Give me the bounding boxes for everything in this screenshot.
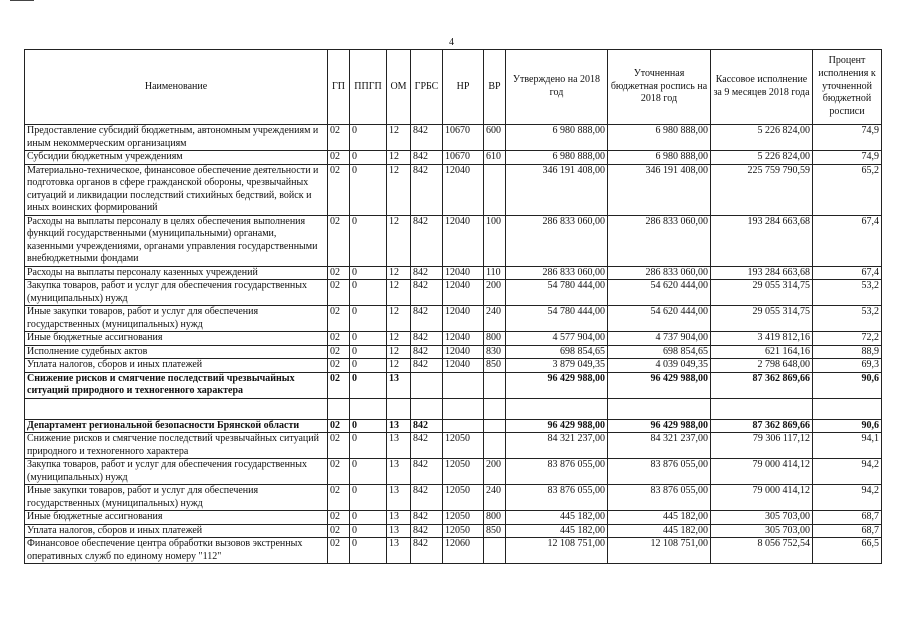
table-row — [25, 538, 882, 564]
row-pgp-cell: 0 — [350, 280, 387, 306]
row-gp-cell: 02 — [328, 511, 350, 525]
row-clarified-cell: 54 620 444,00 — [608, 280, 711, 306]
row-name-cell: Иные бюджетные ассигнования — [25, 511, 328, 525]
row-percent-cell: 68,7 — [813, 524, 882, 538]
table-spacer-row — [25, 398, 882, 419]
row-name-cell: Иные закупки товаров, работ и услуг для обеспечения государственных (муниципальных) нужд — [25, 306, 328, 332]
table-row — [25, 459, 882, 485]
row-percent-cell: 67,4 — [813, 266, 882, 280]
row-approved-cell: 6 980 888,00 — [506, 151, 608, 165]
row-clarified-cell: 286 833 060,00 — [608, 266, 711, 280]
row-cash-cell: 193 284 663,68 — [711, 215, 813, 266]
row-gp-cell: 02 — [328, 215, 350, 266]
row-gp-cell: 02 — [328, 151, 350, 165]
header-vr: ВР — [484, 50, 506, 125]
row-clarified-cell: 4 039 049,35 — [608, 359, 711, 373]
row-pgp-cell: 0 — [350, 372, 387, 398]
header-nr: НР — [443, 50, 484, 125]
header-approved: Утверждено на 2018 год — [506, 50, 608, 125]
table-row — [25, 511, 882, 525]
row-vr-cell: 800 — [484, 332, 506, 346]
row-nr-cell: 12060 — [443, 538, 484, 564]
row-pgp-cell: 0 — [350, 306, 387, 332]
row-approved-cell: 83 876 055,00 — [506, 459, 608, 485]
row-clarified-cell: 346 191 408,00 — [608, 164, 711, 215]
row-gp-cell: 02 — [328, 459, 350, 485]
spacer-cell — [813, 398, 882, 419]
table-row — [25, 215, 882, 266]
row-pgp-cell: 0 — [350, 151, 387, 165]
row-nr-cell: 12040 — [443, 359, 484, 373]
top-rule — [10, 0, 34, 1]
row-approved-cell: 96 429 988,00 — [506, 419, 608, 433]
row-grbs-cell: 842 — [411, 306, 443, 332]
row-percent-cell: 67,4 — [813, 215, 882, 266]
row-vr-cell: 850 — [484, 524, 506, 538]
row-om-cell: 12 — [387, 125, 411, 151]
row-approved-cell: 84 321 237,00 — [506, 433, 608, 459]
row-name-cell: Департамент региональной безопасности Брянской области — [25, 419, 328, 433]
row-grbs-cell: 842 — [411, 359, 443, 373]
row-grbs-cell: 842 — [411, 151, 443, 165]
spacer-cell — [25, 398, 328, 419]
row-nr-cell: 12040 — [443, 215, 484, 266]
row-cash-cell: 5 226 824,00 — [711, 125, 813, 151]
row-gp-cell: 02 — [328, 280, 350, 306]
row-nr-cell: 12050 — [443, 459, 484, 485]
row-name-cell: Материально-техническое, финансовое обеспечение деятельности и подготовка органов в сфере гражданской обороны, чрезвычайных ситуаций и ликвидации последствий стихийных бедствий, войск и иных воинских формирований — [25, 164, 328, 215]
row-approved-cell: 286 833 060,00 — [506, 215, 608, 266]
row-vr-cell — [484, 538, 506, 564]
row-om-cell: 13 — [387, 419, 411, 433]
row-nr-cell: 12040 — [443, 266, 484, 280]
row-name-cell: Расходы на выплаты персоналу казенных учреждений — [25, 266, 328, 280]
row-vr-cell: 110 — [484, 266, 506, 280]
spacer-cell — [350, 398, 387, 419]
row-om-cell: 12 — [387, 151, 411, 165]
row-approved-cell: 4 577 904,00 — [506, 332, 608, 346]
header-cash: Кассовое исполнение за 9 месяцев 2018 года — [711, 50, 813, 125]
row-vr-cell: 830 — [484, 345, 506, 359]
spacer-cell — [608, 398, 711, 419]
row-percent-cell: 90,6 — [813, 419, 882, 433]
row-om-cell: 13 — [387, 459, 411, 485]
header-percent: Процент исполнения к уточненной бюджетной росписи — [813, 50, 882, 125]
row-om-cell: 12 — [387, 266, 411, 280]
row-grbs-cell: 842 — [411, 485, 443, 511]
row-name-cell: Финансовое обеспечение центра обработки вызовов экстренных оперативных служб по единому номеру "112" — [25, 538, 328, 564]
spacer-cell — [443, 398, 484, 419]
spacer-cell — [328, 398, 350, 419]
table-row — [25, 125, 882, 151]
row-gp-cell: 02 — [328, 125, 350, 151]
table-row — [25, 332, 882, 346]
row-pgp-cell: 0 — [350, 215, 387, 266]
row-om-cell: 12 — [387, 164, 411, 215]
row-clarified-cell: 698 854,65 — [608, 345, 711, 359]
row-vr-cell: 240 — [484, 306, 506, 332]
row-nr-cell: 12040 — [443, 164, 484, 215]
row-cash-cell: 79 000 414,12 — [711, 459, 813, 485]
row-vr-cell: 240 — [484, 485, 506, 511]
table-row — [25, 433, 882, 459]
table-row — [25, 280, 882, 306]
table-row — [25, 345, 882, 359]
row-approved-cell: 346 191 408,00 — [506, 164, 608, 215]
row-cash-cell: 87 362 869,66 — [711, 372, 813, 398]
spacer-cell — [711, 398, 813, 419]
row-vr-cell: 610 — [484, 151, 506, 165]
row-om-cell: 12 — [387, 332, 411, 346]
row-pgp-cell: 0 — [350, 433, 387, 459]
row-nr-cell — [443, 419, 484, 433]
header-name: Наименование — [25, 50, 328, 125]
row-nr-cell: 12040 — [443, 306, 484, 332]
row-name-cell: Закупка товаров, работ и услуг для обеспечения государственных (муниципальных) нужд — [25, 459, 328, 485]
page-number: 4 — [449, 37, 454, 48]
row-om-cell: 13 — [387, 433, 411, 459]
row-grbs-cell: 842 — [411, 164, 443, 215]
row-grbs-cell — [411, 372, 443, 398]
row-approved-cell: 54 780 444,00 — [506, 280, 608, 306]
row-gp-cell: 02 — [328, 266, 350, 280]
table-row — [25, 164, 882, 215]
row-vr-cell: 200 — [484, 280, 506, 306]
spacer-cell — [411, 398, 443, 419]
row-cash-cell: 3 419 812,16 — [711, 332, 813, 346]
row-clarified-cell: 96 429 988,00 — [608, 372, 711, 398]
row-approved-cell: 3 879 049,35 — [506, 359, 608, 373]
row-approved-cell: 83 876 055,00 — [506, 485, 608, 511]
row-grbs-cell: 842 — [411, 266, 443, 280]
row-grbs-cell: 842 — [411, 419, 443, 433]
row-pgp-cell: 0 — [350, 511, 387, 525]
row-vr-cell — [484, 372, 506, 398]
row-nr-cell: 12050 — [443, 433, 484, 459]
row-clarified-cell: 83 876 055,00 — [608, 485, 711, 511]
row-cash-cell: 79 000 414,12 — [711, 485, 813, 511]
row-percent-cell: 74,9 — [813, 125, 882, 151]
row-clarified-cell: 445 182,00 — [608, 524, 711, 538]
row-vr-cell — [484, 164, 506, 215]
row-om-cell: 12 — [387, 359, 411, 373]
row-pgp-cell: 0 — [350, 332, 387, 346]
row-vr-cell: 800 — [484, 511, 506, 525]
row-pgp-cell: 0 — [350, 524, 387, 538]
row-percent-cell: 53,2 — [813, 306, 882, 332]
row-pgp-cell: 0 — [350, 359, 387, 373]
row-nr-cell: 12050 — [443, 485, 484, 511]
row-nr-cell: 12040 — [443, 345, 484, 359]
row-percent-cell: 72,2 — [813, 332, 882, 346]
row-om-cell: 13 — [387, 511, 411, 525]
row-gp-cell: 02 — [328, 433, 350, 459]
row-approved-cell: 698 854,65 — [506, 345, 608, 359]
table-row — [25, 151, 882, 165]
row-gp-cell: 02 — [328, 306, 350, 332]
row-gp-cell: 02 — [328, 538, 350, 564]
row-nr-cell: 12040 — [443, 332, 484, 346]
row-clarified-cell: 286 833 060,00 — [608, 215, 711, 266]
row-name-cell: Закупка товаров, работ и услуг для обеспечения государственных (муниципальных) нужд — [25, 280, 328, 306]
row-approved-cell: 445 182,00 — [506, 524, 608, 538]
row-om-cell: 13 — [387, 538, 411, 564]
header-gp: ГП — [328, 50, 350, 125]
row-grbs-cell: 842 — [411, 524, 443, 538]
row-approved-cell: 12 108 751,00 — [506, 538, 608, 564]
row-gp-cell: 02 — [328, 524, 350, 538]
row-gp-cell: 02 — [328, 419, 350, 433]
row-cash-cell: 79 306 117,12 — [711, 433, 813, 459]
row-cash-cell: 2 798 648,00 — [711, 359, 813, 373]
row-name-cell: Снижение рисков и смягчение последствий чрезвычайных ситуаций природного и техногенного характера — [25, 372, 328, 398]
spacer-cell — [484, 398, 506, 419]
row-grbs-cell: 842 — [411, 125, 443, 151]
row-pgp-cell: 0 — [350, 485, 387, 511]
row-approved-cell: 96 429 988,00 — [506, 372, 608, 398]
row-percent-cell: 88,9 — [813, 345, 882, 359]
row-approved-cell: 445 182,00 — [506, 511, 608, 525]
spacer-cell — [387, 398, 411, 419]
row-nr-cell: 10670 — [443, 125, 484, 151]
table-row — [25, 266, 882, 280]
row-cash-cell: 225 759 790,59 — [711, 164, 813, 215]
row-nr-cell: 12040 — [443, 280, 484, 306]
row-pgp-cell: 0 — [350, 538, 387, 564]
row-percent-cell: 94,2 — [813, 485, 882, 511]
row-om-cell: 12 — [387, 280, 411, 306]
row-cash-cell: 5 226 824,00 — [711, 151, 813, 165]
row-grbs-cell: 842 — [411, 332, 443, 346]
row-clarified-cell: 445 182,00 — [608, 511, 711, 525]
row-name-cell: Предоставление субсидий бюджетным, автономным учреждениям и иным некоммерческим организациям — [25, 125, 328, 151]
row-name-cell: Субсидии бюджетным учреждениям — [25, 151, 328, 165]
row-gp-cell: 02 — [328, 164, 350, 215]
row-clarified-cell: 54 620 444,00 — [608, 306, 711, 332]
row-name-cell: Уплата налогов, сборов и иных платежей — [25, 359, 328, 373]
row-om-cell: 12 — [387, 306, 411, 332]
row-vr-cell — [484, 419, 506, 433]
table-row — [25, 306, 882, 332]
row-percent-cell: 94,2 — [813, 459, 882, 485]
row-om-cell: 13 — [387, 372, 411, 398]
row-pgp-cell: 0 — [350, 459, 387, 485]
row-clarified-cell: 12 108 751,00 — [608, 538, 711, 564]
table-body — [25, 125, 882, 564]
row-clarified-cell: 6 980 888,00 — [608, 125, 711, 151]
spacer-cell — [506, 398, 608, 419]
row-pgp-cell: 0 — [350, 164, 387, 215]
row-om-cell: 12 — [387, 345, 411, 359]
table-row — [25, 524, 882, 538]
row-vr-cell: 850 — [484, 359, 506, 373]
header-om: ОМ — [387, 50, 411, 125]
row-name-cell: Иные закупки товаров, работ и услуг для обеспечения государственных (муниципальных) нужд — [25, 485, 328, 511]
row-name-cell: Снижение рисков и смягчение последствий чрезвычайных ситуаций природного и техногенного характера — [25, 433, 328, 459]
row-nr-cell: 12050 — [443, 524, 484, 538]
row-gp-cell: 02 — [328, 372, 350, 398]
row-om-cell: 13 — [387, 524, 411, 538]
row-cash-cell: 621 164,16 — [711, 345, 813, 359]
row-grbs-cell: 842 — [411, 538, 443, 564]
row-grbs-cell: 842 — [411, 215, 443, 266]
row-percent-cell: 90,6 — [813, 372, 882, 398]
row-approved-cell: 6 980 888,00 — [506, 125, 608, 151]
table-row — [25, 372, 882, 398]
row-vr-cell: 600 — [484, 125, 506, 151]
table-row — [25, 359, 882, 373]
row-percent-cell: 69,3 — [813, 359, 882, 373]
row-percent-cell: 65,2 — [813, 164, 882, 215]
row-name-cell: Расходы на выплаты персоналу в целях обеспечения выполнения функций государственными (муниципальными) органами, казенными учреждениями, органами управления государственными внебюджетными фондами — [25, 215, 328, 266]
row-clarified-cell: 96 429 988,00 — [608, 419, 711, 433]
row-grbs-cell: 842 — [411, 433, 443, 459]
row-vr-cell: 100 — [484, 215, 506, 266]
row-grbs-cell: 842 — [411, 280, 443, 306]
row-clarified-cell: 6 980 888,00 — [608, 151, 711, 165]
row-nr-cell: 12050 — [443, 511, 484, 525]
row-percent-cell: 53,2 — [813, 280, 882, 306]
row-gp-cell: 02 — [328, 485, 350, 511]
row-name-cell: Иные бюджетные ассигнования — [25, 332, 328, 346]
table-row — [25, 485, 882, 511]
row-vr-cell — [484, 433, 506, 459]
row-pgp-cell: 0 — [350, 419, 387, 433]
row-gp-cell: 02 — [328, 345, 350, 359]
row-cash-cell: 193 284 663,68 — [711, 266, 813, 280]
row-pgp-cell: 0 — [350, 345, 387, 359]
row-pgp-cell: 0 — [350, 125, 387, 151]
row-grbs-cell: 842 — [411, 459, 443, 485]
row-om-cell: 12 — [387, 215, 411, 266]
row-pgp-cell: 0 — [350, 266, 387, 280]
budget-table — [24, 49, 882, 564]
row-cash-cell: 8 056 752,54 — [711, 538, 813, 564]
row-vr-cell: 200 — [484, 459, 506, 485]
row-nr-cell — [443, 372, 484, 398]
row-name-cell: Исполнение судебных актов — [25, 345, 328, 359]
row-clarified-cell: 84 321 237,00 — [608, 433, 711, 459]
row-cash-cell: 305 703,00 — [711, 524, 813, 538]
row-approved-cell: 54 780 444,00 — [506, 306, 608, 332]
header-clarified: Уточненная бюджетная роспись на 2018 год — [608, 50, 711, 125]
row-cash-cell: 29 055 314,75 — [711, 306, 813, 332]
table-header-row — [25, 50, 882, 125]
row-approved-cell: 286 833 060,00 — [506, 266, 608, 280]
header-pgp: ППГП — [350, 50, 387, 125]
row-clarified-cell: 83 876 055,00 — [608, 459, 711, 485]
row-clarified-cell: 4 737 904,00 — [608, 332, 711, 346]
row-gp-cell: 02 — [328, 332, 350, 346]
row-gp-cell: 02 — [328, 359, 350, 373]
row-percent-cell: 68,7 — [813, 511, 882, 525]
row-percent-cell: 66,5 — [813, 538, 882, 564]
table-row — [25, 419, 882, 433]
row-cash-cell: 305 703,00 — [711, 511, 813, 525]
row-cash-cell: 87 362 869,66 — [711, 419, 813, 433]
row-grbs-cell: 842 — [411, 511, 443, 525]
row-percent-cell: 74,9 — [813, 151, 882, 165]
row-cash-cell: 29 055 314,75 — [711, 280, 813, 306]
row-om-cell: 13 — [387, 485, 411, 511]
row-name-cell: Уплата налогов, сборов и иных платежей — [25, 524, 328, 538]
row-grbs-cell: 842 — [411, 345, 443, 359]
row-percent-cell: 94,1 — [813, 433, 882, 459]
row-nr-cell: 10670 — [443, 151, 484, 165]
header-grbs: ГРБС — [411, 50, 443, 125]
